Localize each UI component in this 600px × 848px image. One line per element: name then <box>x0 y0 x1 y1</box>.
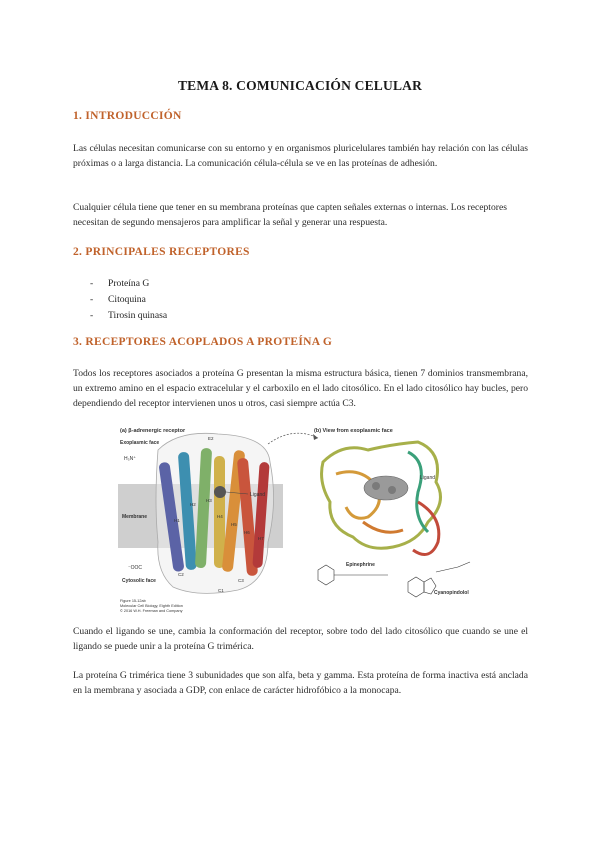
paragraph: Cuando el ligando se une, cambia la conformación del receptor, sobre todo del lado citosólico que cuando se une el ligando se puede unir a la proteína G trimérica. <box>73 626 528 652</box>
receptor-figure <box>118 422 488 614</box>
loop-label: C3 <box>238 578 244 583</box>
figure-caption: Figure 15-12ab <box>120 599 146 603</box>
figure-caption: Molecular Cell Biology, Eighth Edition <box>120 604 183 608</box>
figure-caption: © 2016 W.H. Freeman and Company <box>120 609 183 613</box>
ligand-label-b: Ligand <box>420 475 436 481</box>
cytosolic-face-label: Cytosolic face <box>122 578 156 584</box>
receptor-list <box>90 276 167 324</box>
epinephrine-structure <box>318 565 388 585</box>
ligand-blob <box>214 486 226 498</box>
cyanopindolol-label: Cyanopindolol <box>434 590 469 596</box>
helix-label: H7 <box>258 536 264 541</box>
helix-label: H5 <box>231 522 237 527</box>
panel-a-label: (a) β-adrenergic receptor <box>120 428 186 434</box>
ligand-pocket <box>364 476 408 500</box>
paragraph: La proteína G trimérica tiene 3 subunidades que son alfa, beta y gamma. Esta proteína de forma inactiva está anclada en la membrana y asociada a GDP, con enlace de carácter hidrofóbico a la monocapa. <box>73 670 528 696</box>
loop-label: E2 <box>208 436 214 441</box>
helix-h4 <box>214 456 225 568</box>
panel-b-label: (b) View from exoplasmic face <box>314 428 393 434</box>
paragraph: Las células necesitan comunicarse con su entorno y en organismos pluricelulares también hay relación con las células próximas o a larga distancia. La comunicación célula-célula se ve en las proteínas de adhesión. <box>73 143 528 169</box>
section-heading-principales-receptores: 2. PRINCIPALES RECEPTORES <box>73 246 250 258</box>
page-title: TEMA 8. COMUNICACIÓN CELULAR <box>177 78 423 93</box>
loop-label: C2 <box>178 572 184 577</box>
loop-label: C1 <box>218 588 224 593</box>
n-terminus-label: H₃N⁺ <box>124 456 136 462</box>
helix-label: H4 <box>217 514 223 519</box>
helix-label: H2 <box>190 502 196 507</box>
helix-label: H1 <box>174 518 180 523</box>
section-heading-introduccion: 1. INTRODUCCIÓN <box>73 110 182 122</box>
list-item: - Citoquina <box>90 292 167 308</box>
exoplasmic-view-structure <box>322 442 441 555</box>
c-terminus-label: ⁻OOC <box>128 565 143 571</box>
epinephrine-label: Epinephrine <box>346 562 375 568</box>
ligand-label-a: Ligand <box>250 492 266 498</box>
section-heading-receptores-acoplados: 3. RECEPTORES ACOPLADOS A PROTEÍNA G <box>73 336 333 348</box>
helix-label: H6 <box>244 530 250 535</box>
membrane-label: Membrane <box>122 514 148 520</box>
receptor-diagram <box>118 422 488 614</box>
paragraph: Todos los receptores asociados a proteína G presentan la misma estructura básica, tienen 7 dominios transmembrana, un extremo amino en el espacio extracelular y el carboxilo en el lado citosólico. En el lado citosólico hay bucles, pero dependiendo del receptor intervienen unos u otros, casi siempre actúa C3. <box>73 368 528 409</box>
exoplasmic-face-label: Exoplasmic face <box>120 440 160 446</box>
paragraph: Cualquier célula tiene que tener en su membrana proteínas que capten señales externas o internas. Los receptores necesitan de segundo mensajeros para amplificar la señal y generar una respuesta. <box>73 202 507 228</box>
helix-label: H3 <box>206 498 212 503</box>
list-item: - Proteína G <box>90 276 167 292</box>
list-item: - Tirosin quinasa <box>90 308 167 324</box>
